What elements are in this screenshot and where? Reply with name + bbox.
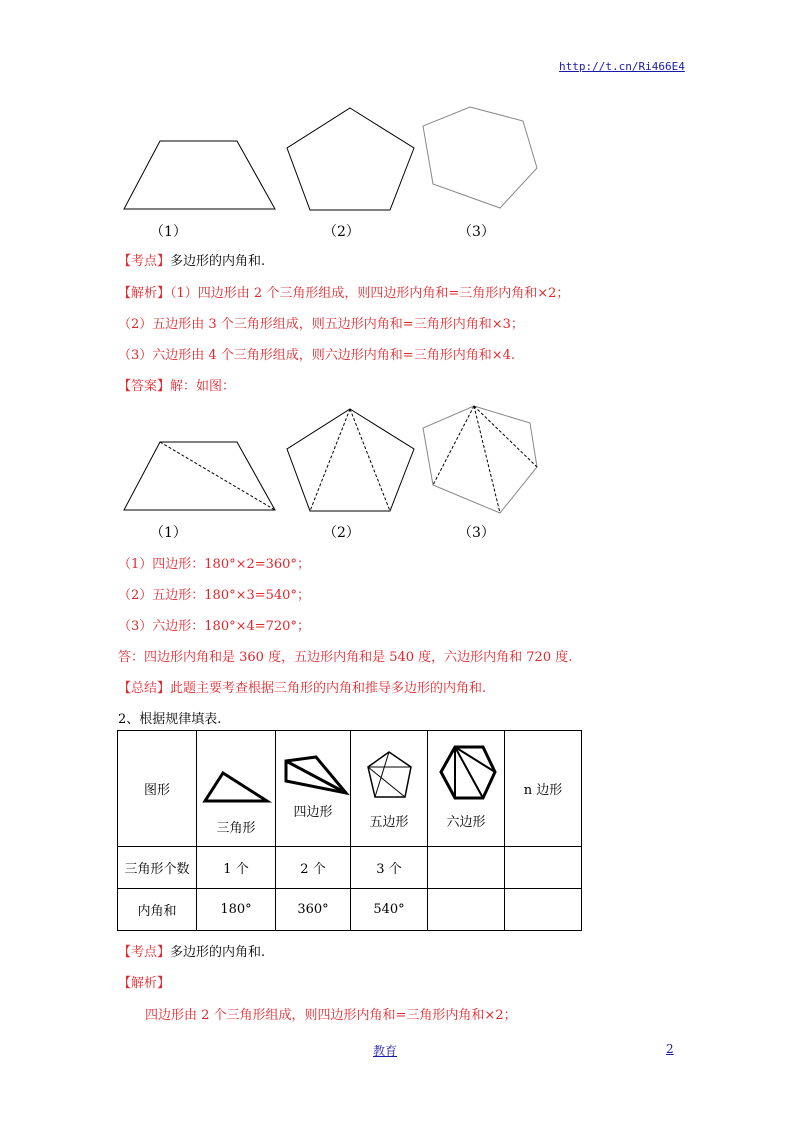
row-label-angle-sum: 内角和	[118, 889, 197, 931]
cell-pentagon	[351, 731, 428, 847]
angle-cell-5	[505, 889, 582, 931]
kaodian-text-2: 多边形的内角和.	[170, 945, 266, 960]
cell-quadrilateral	[276, 731, 351, 847]
count-cell-5	[505, 847, 582, 889]
answer-line-3: （3）六边形：180°×4=720°；	[118, 619, 310, 634]
header-url-link[interactable]: http://t.cn/Ri466E4	[559, 60, 685, 73]
jiexi2-line-1: 四边形由 2 个三角形组成，则四边形内角和=三角形内角和×2；	[145, 1008, 517, 1023]
figure2-caption-3: （3）	[458, 525, 495, 541]
n-gon-label: n 边形	[523, 783, 563, 798]
kaodian-text: 多边形的内角和.	[170, 254, 266, 269]
kaodian-tag-2: 【考点】	[118, 945, 171, 960]
kaodian-tag: 【考点】	[118, 254, 171, 269]
answer-line-2: （2）五边形：180°×3=540°；	[118, 588, 310, 603]
summary-text: 此题主要考查根据三角形的内角和推导多边形的内角和.	[170, 681, 487, 696]
daan-tag: 【答案】	[118, 379, 171, 394]
jiexi-line-2: （2）五边形由 3 个三角形组成，则五边形内角和=三角形内角和×3；	[118, 317, 524, 332]
angle-cell-4	[428, 889, 505, 931]
quadrilateral-shape	[280, 753, 350, 803]
row-label-count: 三角形个数	[118, 847, 197, 889]
shape-label-triangle: 三角形	[216, 821, 256, 836]
figure2-caption-1: （1）	[150, 525, 187, 541]
shape-label-quadrilateral: 四边形	[293, 805, 333, 820]
table-row-shapes	[118, 731, 582, 847]
triangle-shape	[201, 767, 271, 807]
daan-line	[118, 375, 235, 394]
summary-tag: 【总结】	[118, 681, 171, 696]
figure1-caption-1: （1）	[150, 224, 187, 240]
table-row-angle-sum	[118, 889, 582, 931]
figure-trapezoid-1	[120, 137, 280, 217]
shape-label-pentagon: 五边形	[369, 815, 409, 830]
cell-hexagon	[428, 731, 505, 847]
figure-hexagon-1	[420, 104, 550, 214]
figure-trapezoid-2	[120, 438, 280, 518]
jiexi-tag-2: 【解析】	[118, 976, 171, 991]
hexagon-shape	[437, 744, 507, 804]
jiexi-text-1: （1）四边形由 2 个三角形组成，则四边形内角和=三角形内角和×2；	[170, 286, 570, 301]
daan-text: 解：如图：	[170, 379, 236, 394]
figure1-caption-2: （2）	[323, 224, 360, 240]
angle-cell-2: 360°	[276, 889, 351, 931]
row-label-shape	[118, 731, 197, 847]
angle-cell-3: 540°	[351, 889, 428, 931]
cell-n-gon	[505, 731, 582, 847]
conclusion-line: 答：四边形内角和是 360 度，五边形内角和是 540 度，六边形内角和 720 度.	[118, 650, 573, 665]
figure-hexagon-2	[420, 403, 550, 518]
figure2-caption-2: （2）	[323, 525, 360, 541]
answer-line-1: （1）四边形：180°×2=360°；	[118, 557, 310, 572]
count-cell-2: 2 个	[276, 847, 351, 889]
jiexi-line-1	[118, 282, 569, 301]
jiexi-tag: 【解析】	[118, 286, 171, 301]
shape-label-hexagon: 六边形	[446, 815, 486, 830]
row-label-shape-text: 图形	[143, 783, 170, 798]
page-number: 2	[666, 1042, 674, 1056]
question2-title: 2、根据规律填表.	[118, 712, 222, 727]
rule-table	[117, 730, 582, 931]
count-cell-4	[428, 847, 505, 889]
jiexi-line-3: （3）六边形由 4 个三角形组成，则六边形内角和=三角形内角和×4.	[118, 348, 515, 363]
figure-pentagon-1	[284, 105, 424, 215]
figure-pentagon-2	[284, 406, 424, 516]
kaodian-line-1	[118, 250, 265, 269]
count-cell-3: 3 个	[351, 847, 428, 889]
angle-cell-1: 180°	[197, 889, 276, 931]
table-row-count	[118, 847, 582, 889]
kaodian-line-2	[118, 941, 265, 960]
figure1-caption-3: （3）	[458, 224, 495, 240]
pentagon-shape	[365, 749, 435, 804]
count-cell-1: 1 个	[197, 847, 276, 889]
summary-line	[118, 677, 486, 696]
cell-triangle	[197, 731, 276, 847]
footer-center-link[interactable]: 教育	[373, 1044, 398, 1058]
